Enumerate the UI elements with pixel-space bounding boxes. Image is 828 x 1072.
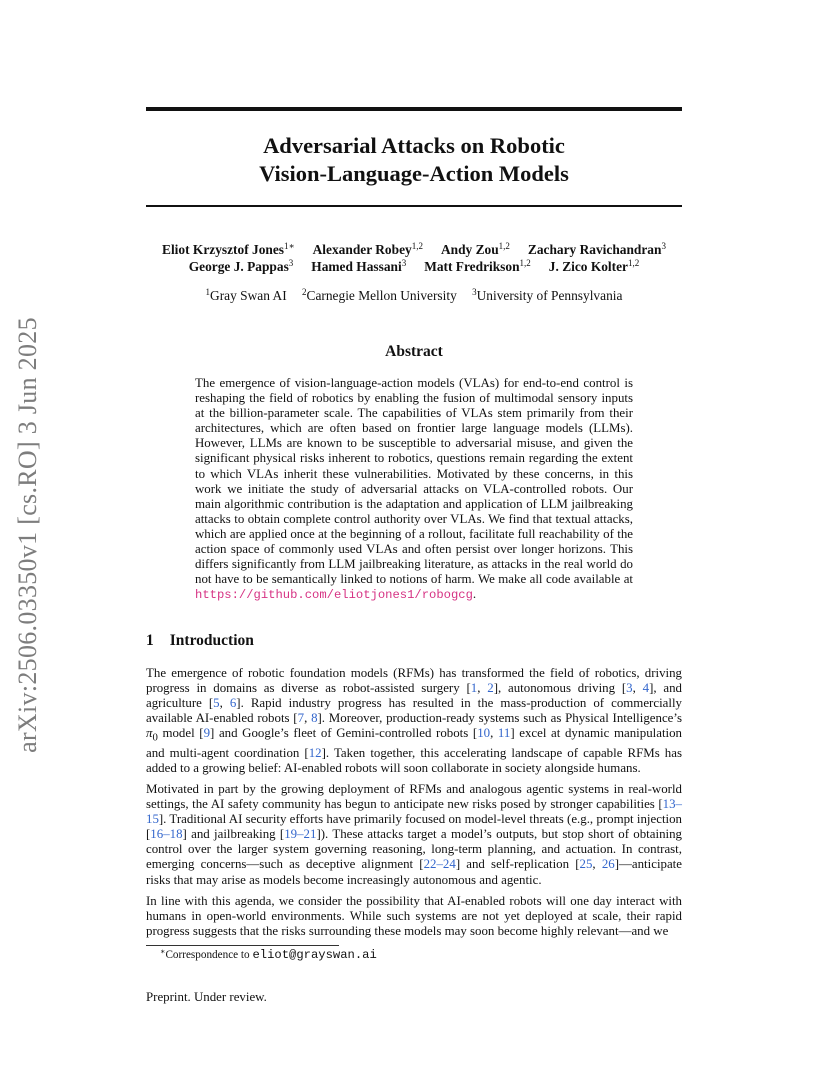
citation-link[interactable]: 9 [203, 726, 211, 741]
abstract-text: The emergence of vision-language-action models (VLAs) for end-to-end control is reshaping the field of robotics by enabling the fusion of multimodal sensory inputs at the billion-parameter scale. The capabilities of VLAs stem primarily from their architectures, which are often based on frontier large language models (LLMs). However, LLMs are known to be susceptible to adversarial misuse, and given the significant physical risks inherent to robotics, questions remain regarding the extent to which VLAs inherit these vulnerabilities. Motivated by these concerns, in this work we initiate the study of adversarial attacks on VLA-controlled robots. Our main algorithmic contribution is the adaptation and application of LLM jailbreaking attacks to obtain complete control authority over VLAs. We find that textual attacks, which are applied once at the beginning of a rollout, facilitate full reachability of the action space of commonly used VLAs and often persist over longer horizons. This differs significantly from LLM jailbreaking literature, as attacks in the real world do not have to be semantically linked to notions of harm. We make all code available at https://github.com/eliotjones1/robogcg. [195, 376, 633, 603]
citation-link[interactable]: 4 [642, 681, 650, 696]
affiliation: $^3$University of Pennsylvania [472, 287, 623, 303]
abstract-heading: Abstract [385, 343, 443, 360]
citation-link[interactable]: 5 [213, 696, 220, 711]
citation-link[interactable]: 16–18 [150, 827, 183, 842]
section-number: 1 [146, 632, 154, 649]
citation-link[interactable]: 22–24 [423, 857, 456, 872]
citation-link[interactable]: 7 [297, 711, 305, 726]
author-name: Hamed Hassani$^3$ [311, 258, 407, 274]
author-name: Alexander Robey$^{1,2}$ [312, 241, 423, 257]
contact-email[interactable]: eliot@grayswan.ai [252, 948, 377, 962]
intro-paragraph-2: Motivated in part by the growing deployment of RFMs and analogous agentic systems in real-world settings, the AI safety community has begun to anticipate new risks posed by stronger capabilities [13–15]. Traditional AI security efforts have primarily focused on model-level threats (e.g., prompt injection [16–18] and jailbreaking [19–21]). These attacks target a model’s outputs, but stop short of obtaining control over the larger system governing reasoning, long-term planning, and actuation. In contrast, emerging concerns—such as deceptive alignment [22–24] and self-replication [25, 26]—anticipate risks that may arise as models become increasingly autonomous and agentic. [146, 782, 682, 887]
footnote: ∗Correspondence to eliot@grayswan.ai [160, 947, 377, 962]
author-name: Matt Fredrikson$^{1,2}$ [424, 258, 531, 274]
citation-link[interactable]: 2 [487, 681, 494, 696]
intro-paragraph-3: In line with this agenda, we consider the possibility that AI-enabled robots will one day interact with humans in open-world environments. While such systems are not yet deployed at scale, their rapid progress suggests that the risks surrounding these models may soon become highly relevant—and we [146, 894, 682, 939]
citation-link[interactable]: 6 [229, 696, 237, 711]
author-name: Eliot Krzysztof Jones$^{1∗}$ [162, 241, 295, 257]
arxiv-identifier-text: arXiv:2506.03350v1 [cs.RO] 3 Jun 2025 [13, 317, 43, 753]
affiliations [120, 288, 708, 304]
affiliation: $^1$Gray Swan AI [205, 287, 287, 303]
section-title: Introduction [169, 632, 254, 649]
citation-link[interactable]: 25 [579, 857, 593, 872]
paper-title [146, 132, 682, 188]
author-row-1 [120, 241, 708, 258]
citation-link[interactable]: 13–15 [146, 797, 682, 827]
citation-link[interactable]: 8 [311, 711, 318, 726]
title-top-rule [146, 107, 682, 111]
title-line-2: Vision-Language-Action Models [259, 161, 569, 186]
author-name: George J. Pappas$^3$ [188, 258, 294, 274]
author-name: Andy Zou$^{1,2}$ [440, 241, 510, 257]
author-name: J. Zico Kolter$^{1,2}$ [548, 258, 640, 274]
citation-link[interactable]: 10 [477, 726, 491, 741]
citation-link[interactable]: 12 [308, 746, 322, 761]
citation-link[interactable]: 11 [497, 726, 511, 741]
title-line-1: Adversarial Attacks on Robotic [263, 133, 565, 158]
pi-symbol: π [146, 726, 153, 741]
citation-link[interactable]: 19–21 [284, 827, 317, 842]
section-heading-introduction [146, 632, 254, 650]
footnote-rule [146, 945, 339, 946]
author-name: Zachary Ravichandran$^3$ [527, 241, 666, 257]
affiliation: $^2$Carnegie Mellon University [302, 287, 457, 303]
citation-link[interactable]: 3 [626, 681, 633, 696]
author-row-2 [120, 258, 708, 275]
title-bottom-rule [146, 205, 682, 207]
intro-paragraph-1: The emergence of robotic foundation models (RFMs) has transformed the field of robotics, driving progress in domains as diverse as robot-assisted surgery [1, 2], autonomous driving [3, 4], and agriculture [5, 6]. Rapid industry progress has resulted in the mass-production of commercially available AI-enabled robots [7, 8]. Moreover, production-ready systems such as Physical Intelligence’s $\pi_0$ model [9] and Google’s fleet of Gemini-controlled robots [10, 11] excel at dynamic manipulation and multi-agent coordination [12]. Taken together, this accelerating landscape of capable RFMs has added to a growing belief: AI-enabled robots will soon collaborate in society alongside humans. [146, 666, 682, 776]
code-repository-link[interactable]: https://github.com/eliotjones1/robogcg [195, 588, 473, 603]
page-footer: Preprint. Under review. [146, 990, 267, 1004]
citation-link[interactable]: 26 [601, 857, 615, 872]
arxiv-identifier-stamp [6, 305, 50, 765]
citation-link[interactable]: 1 [470, 681, 478, 696]
author-block [120, 241, 708, 275]
